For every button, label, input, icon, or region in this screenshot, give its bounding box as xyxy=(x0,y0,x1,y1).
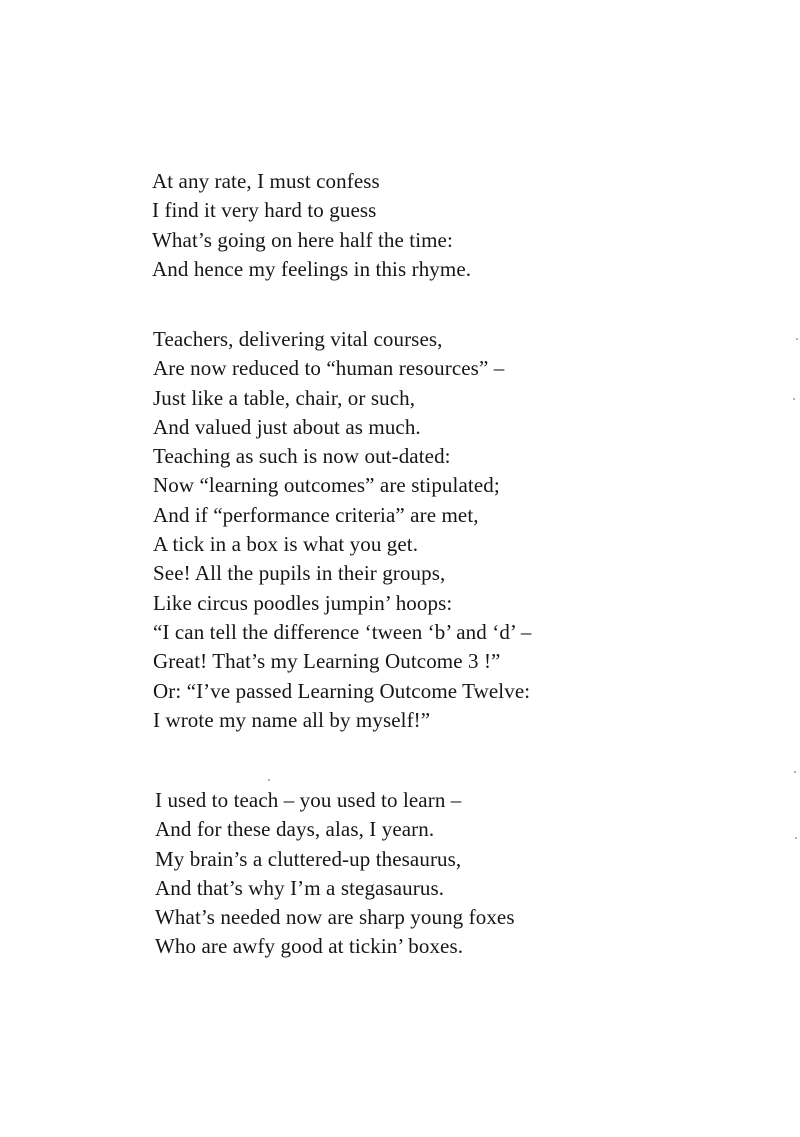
scan-speck xyxy=(793,398,795,400)
poem-line: Or: “I’ve passed Learning Outcome Twelve: xyxy=(153,678,531,703)
poem-line: My brain’s a cluttered-up thesaurus, xyxy=(155,846,462,871)
poem-line: Like circus poodles jumpin’ hoops: xyxy=(153,590,453,615)
poem-stanza xyxy=(155,786,515,962)
poem-line: Just like a table, chair, or such, xyxy=(153,385,416,410)
scan-speck xyxy=(795,837,797,839)
poem-line: What’s needed now are sharp young foxes xyxy=(155,905,515,930)
poem-line: “I can tell the difference ‘tween ‘b’ and ‘d’ – xyxy=(153,619,532,644)
poem-line: I wrote my name all by myself!” xyxy=(153,707,431,732)
poem-stanza xyxy=(152,167,471,284)
poem-line: And if “performance criteria” are met, xyxy=(153,502,479,527)
poem-line: And for these days, alas, I yearn. xyxy=(155,817,435,842)
poem-line: See! All the pupils in their groups, xyxy=(153,561,446,586)
poem-line: And that’s why I’m a stegasaurus. xyxy=(155,875,445,900)
poem-line: Great! That’s my Learning Outcome 3 !” xyxy=(153,649,501,674)
poem-line: And valued just about as much. xyxy=(153,414,421,439)
poem-line: At any rate, I must confess xyxy=(152,169,380,193)
poem-line: Now “learning outcomes” are stipulated; xyxy=(153,473,500,498)
poem-line: I used to teach – you used to learn – xyxy=(155,788,462,812)
poem-stanza xyxy=(153,325,531,735)
poem-line: Teachers, delivering vital courses, xyxy=(153,327,443,351)
poem-line: A tick in a box is what you get. xyxy=(153,532,419,557)
scan-speck xyxy=(268,779,270,781)
poem-line: Are now reduced to “human resources” – xyxy=(153,356,505,381)
poem-line: What’s going on here half the time: xyxy=(152,227,453,252)
scan-speck xyxy=(796,338,798,340)
poem-line: And hence my feelings in this rhyme. xyxy=(152,256,472,281)
poem-line: Teaching as such is now out-dated: xyxy=(153,444,451,469)
scan-speck xyxy=(794,771,796,773)
poem-line: I find it very hard to guess xyxy=(152,198,377,223)
poem-line: Who are awfy good at tickin’ boxes. xyxy=(155,934,464,959)
